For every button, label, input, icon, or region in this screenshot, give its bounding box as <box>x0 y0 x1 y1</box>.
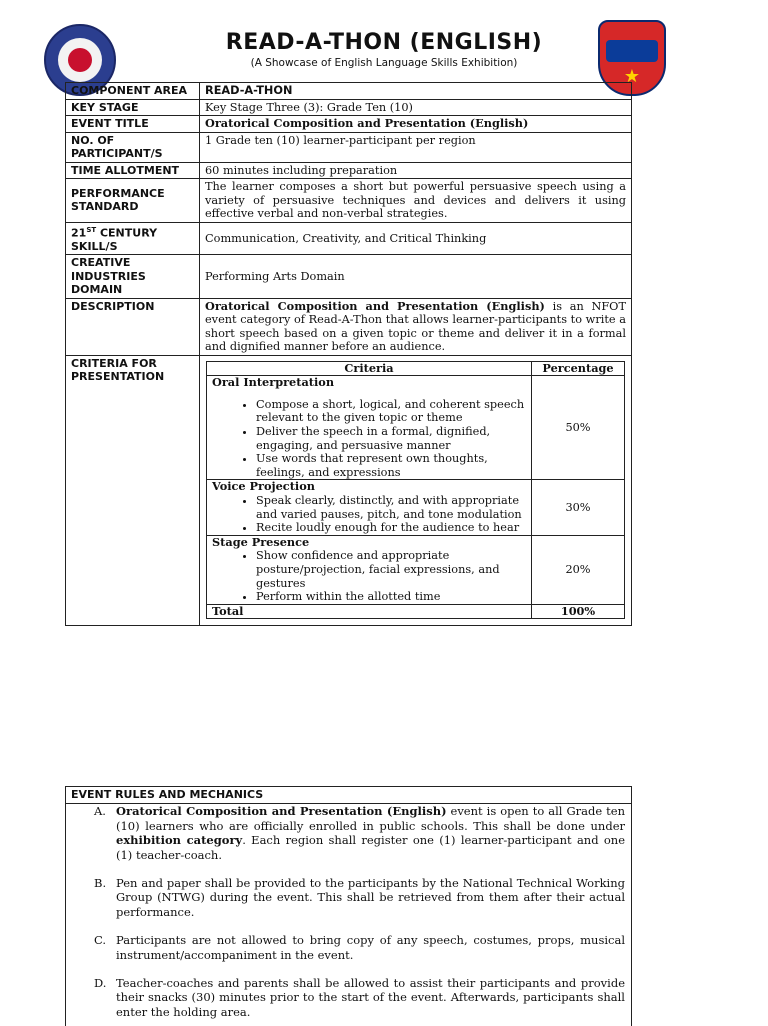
row-description: DESCRIPTION Oratorical Composition and Presentation (English) is an NFOT event category of Read-A-Thon that allows learner-participants to write a short speech based on a given topic or theme and deliver it in a formal and dignified manner before an audience. <box>66 298 632 355</box>
rule-d: D. Teacher-coaches and parents shall be allowed to assist their participants and provide their snacks (30) minutes prior to the start of the event. Afterwards, participants shall enter the holding area. <box>94 976 625 1019</box>
criteria-total: Total 100% <box>207 604 625 619</box>
criteria-oral-interpretation: Oral Interpretation • Compose a short, logical, and coherent speech relevant to the given topic or theme • Deliver the speech in a formal, dignified, engaging, and persuasive manner • Use words that represent own thoughts, feelings, and expressions 50% <box>207 376 625 480</box>
row-event-title: EVENT TITLE Oratorical Composition and Presentation (English) <box>66 116 632 133</box>
event-details-table <box>65 82 632 626</box>
page-subtitle: (A Showcase of English Language Skills Exhibition) <box>250 57 518 69</box>
rules-heading: EVENT RULES AND MECHANICS <box>66 787 631 804</box>
row-time-allotment: TIME ALLOTMENT 60 minutes including preparation <box>66 162 632 179</box>
row-key-stage: KEY STAGE Key Stage Three (3): Grade Ten (10) <box>66 99 632 116</box>
rule-b: B. Pen and paper shall be provided to the participants by the National Technical Working Group (NTWG) during the event. This shall be retrieved from them after their actual performance. <box>94 876 625 919</box>
page-title: READ-A-THON (ENGLISH) <box>225 30 543 55</box>
rule-a: A. Oratorical Composition and Presentation (English) event is open to all Grade ten (10) learners who are officially enrolled in public schools. This shall be done under exhibition category. Each region shall register one (1) learner-participant and one (1) teacher-coach. <box>94 804 625 862</box>
row-performance-standard: PERFORMANCE STANDARD The learner composes a short but powerful persuasive speech using a variety of persuasive techniques and devices and delivers it using effective verbal and non-verbal strategies. <box>66 179 632 223</box>
criteria-stage-presence: Stage Presence • Show confidence and appropriate posture/projection, facial expressions, and gestures • Perform within the allotted time 20% <box>207 535 625 604</box>
criteria-voice-projection: Voice Projection • Speak clearly, distinctly, and with appropriate and varied pauses, pitch, and tone modulation • Recite loudly enough for the audience to hear 30% <box>207 480 625 535</box>
festival-logo: ★ <box>598 20 666 96</box>
row-participants: NO. OF PARTICIPANT/S 1 Grade ten (10) learner-participant per region <box>66 132 632 162</box>
event-rules-section <box>65 786 632 1026</box>
criteria-table <box>206 361 625 620</box>
row-creative-domain: CREATIVE INDUSTRIES DOMAIN Performing Arts Domain <box>66 255 632 299</box>
row-component-area: COMPONENT AREA READ-A-THON <box>66 83 632 100</box>
row-criteria: CRITERIA FOR PRESENTATION Criteria Percentage Oral Interpretation • Compose a short, logical, and coherent speech relevant to the given topic or theme • Deliver the speech in a formal, dignified, engaging, and persuasive manner • Use words that represent own thoughts, feelings, and expressions 50% Voice Projection • Speak clearly, distinctly, and with appropriate and varied pauses, pitch, and tone modulation • Recite loudly enough for the audience to hear 30% Stage Presence • Show confidence and appropriate posture/projection, facial expressions, and gestures • Perform within the allotted time 20% Total 100% <box>66 355 632 626</box>
rule-c: C. Participants are not allowed to bring copy of any speech, costumes, props, musical instrument/accompaniment in the event. <box>94 933 625 962</box>
criteria-header: Criteria Percentage <box>207 361 625 376</box>
row-century-skills: 21ST CENTURY SKILL/S Communication, Creativity, and Critical Thinking <box>66 222 632 255</box>
